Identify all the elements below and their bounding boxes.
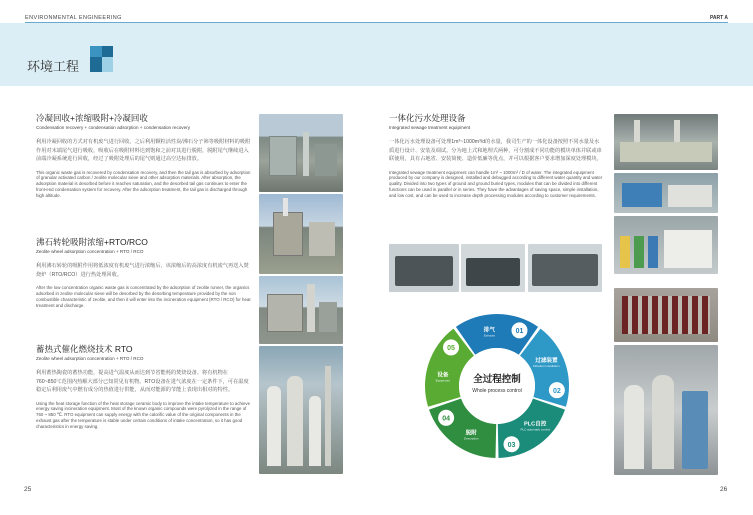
equipment-photo [259,114,343,192]
equipment-photo [259,194,343,274]
title-logo-tile [102,46,113,57]
process-step-number: 05 [447,345,455,353]
facility-photo [614,216,718,274]
section-condensation [36,112,251,199]
page-number-right: 26 [720,486,728,493]
title-logo-tile [90,46,102,57]
title-logo-tile [102,57,113,72]
process-step-label: 过滤装置 [535,357,558,364]
facility-photo [614,345,718,475]
section-body-cn: 利用冷凝回收的方式对有机废气进行回收，之后利用颗粒活性炭/沸石分子筛等吸附材料的吸附作用对末端尾气进行吸收，吸收后在吸附材料达到饱和之前对其进行脱附，脱附尾气继续进入前端冷凝系统进行回收，经过了吸附处理后的尾气则通过高空达标排放。 [36,139,251,162]
section-body-en: Using the heat storage function of the heat storage ceramic body to improve the intake temperature to achieve energy saving incineration equipment. Most of the known organic compounds were pyrolyzed in the range of 760 ~ 850 ℃. RTO equipment can supply energy with the calorific value of the original components in the exhaust gas after the temperature is stable under certain conditions of intake concentration, so it has good characteristics in energy saving. [36,400,251,430]
section-body-en: After the low concentration organic waste gas is concentrated by the adsorption of zeolite runner, the organics adsorbed in zeolite molecular sieve will be desorbed by the desorbing temperature provided by the non combustible characteristic of zeolite, and then it will enter into the incineration equipment (RTO / RCO) for heat treatment and discharge. [36,285,251,308]
process-step-number: 02 [552,387,561,395]
equipment-photo [259,346,343,474]
process-step-number: 03 [507,441,516,449]
process-step-label: 脱附 [465,430,477,437]
section-sewage [389,112,603,199]
section-body-cn: 一体化污水处理设备可处理1m³~1000m³/d的水量，我司生产的一体化设备按照不同水量及水质进行设计、安装及调试。分为地上式和地埋式两种，可分割成不同功能的模块单体并联或串联使用，具有占地省、安装简便、造价低廉等优点，并可以根据客户要求增加深度处理模块。 [389,139,602,162]
section-body-en: Integrated sewage treatment equipment can handle 1m³ ~ 1000m³ / D of water. The integrated equipment produced by our company is designed, installed and debugged according to different water quantity and water quality. Divided into two types of ground and ground buried types, modules that can be divided into different functions can be used in parallel or in series. They have the advantages of saving space, simple installation, and low cost, and can be used to increase depth processing modules according to customer requirements. [389,169,603,199]
section-title-en: Integrated sewage treatment equipment [389,125,471,130]
sewage-unit-photo [389,244,459,292]
sewage-unit-photo [461,244,525,292]
section-body-en: This organic waste gas is recovered by condensation recovery, and then the tail gas is absorbed by adsorption of granular activated carbon / zeolite molecular sieve and other adsorption materials. After absorption, the adsorption material is desorbed before it reaches saturation, and the desorbed tail gas continues to enter the front-end condensation system for recovery. After the adsorption treatment, the tail gas is discharged through high altitude. [36,169,251,199]
title-logo-tile [90,57,102,72]
section-body-cn: 利用沸石转轮的吸附作用将低浓度有机废气进行浓缩后，该浓缩后的高浓度有机废气再送入焚烧炉（RTO/RCO）进行热处理回收。 [36,263,249,278]
process-step-label: 设备 [437,372,449,379]
diagram-center-subtitle: Whole process control [472,388,522,394]
section-zeolite [36,236,251,309]
section-title-cn: 冷凝回收+浓缩吸附+冷凝回收 [36,113,148,123]
section-title-en: Condensation recovery + condensation adsorption + condensation recovery [36,125,190,130]
section-rto [36,343,251,430]
running-header-left: ENVIRONMENTAL ENGINEERING [25,15,122,21]
facility-photo [614,114,718,170]
section-title-en: Zeolite wheel adsorption concentration + RTO / RCO [36,249,144,254]
section-title-cn: 沸石转轮吸附浓缩+RTO/RCO [36,237,148,247]
process-step-label: 排气 [483,327,495,334]
process-step-number: 01 [515,327,524,335]
diagram-center [459,348,535,424]
page-number-left: 25 [24,486,32,493]
process-step-label-en: Filtration installation [533,363,560,368]
equipment-photo [259,276,343,344]
process-control-diagram [423,312,571,460]
process-step-label: PLC自控 [524,421,547,428]
process-step-label-en: Desorption [463,436,479,441]
sewage-unit-photo [528,244,602,292]
facility-photo [614,173,718,213]
process-step-label-en: PLC automatic control [520,427,550,432]
diagram-center-title: 全过程控制 [473,374,521,385]
section-body-cn: 利用蓄热陶瓷的蓄热功能，提高进气温度从而达到节省能耗的焚烧设备。将有机物在760~850℃范围内热解大部分已知常见有机物。RTO设备在进气浓度在一定条件下，可在温度稳定后利用废气中燃有成分的热值进行供能，从而对能源的节能上表现出相对的特性。 [36,370,249,393]
process-step-label-en: Equipment [435,378,451,383]
running-header-right: PART A [709,15,728,21]
process-step-label-en: Exhaust [483,333,495,338]
process-step-number: 04 [442,415,451,423]
page-title: 环境工程 [27,59,80,74]
section-title-en: Zeolite wheel adsorption concentration + RTO / RCO [36,356,144,361]
facility-photo [614,288,718,342]
section-title-cn: 一体化污水处理设备 [389,113,466,123]
section-title-cn: 蓄热式催化燃烧技术 RTO [36,344,133,354]
